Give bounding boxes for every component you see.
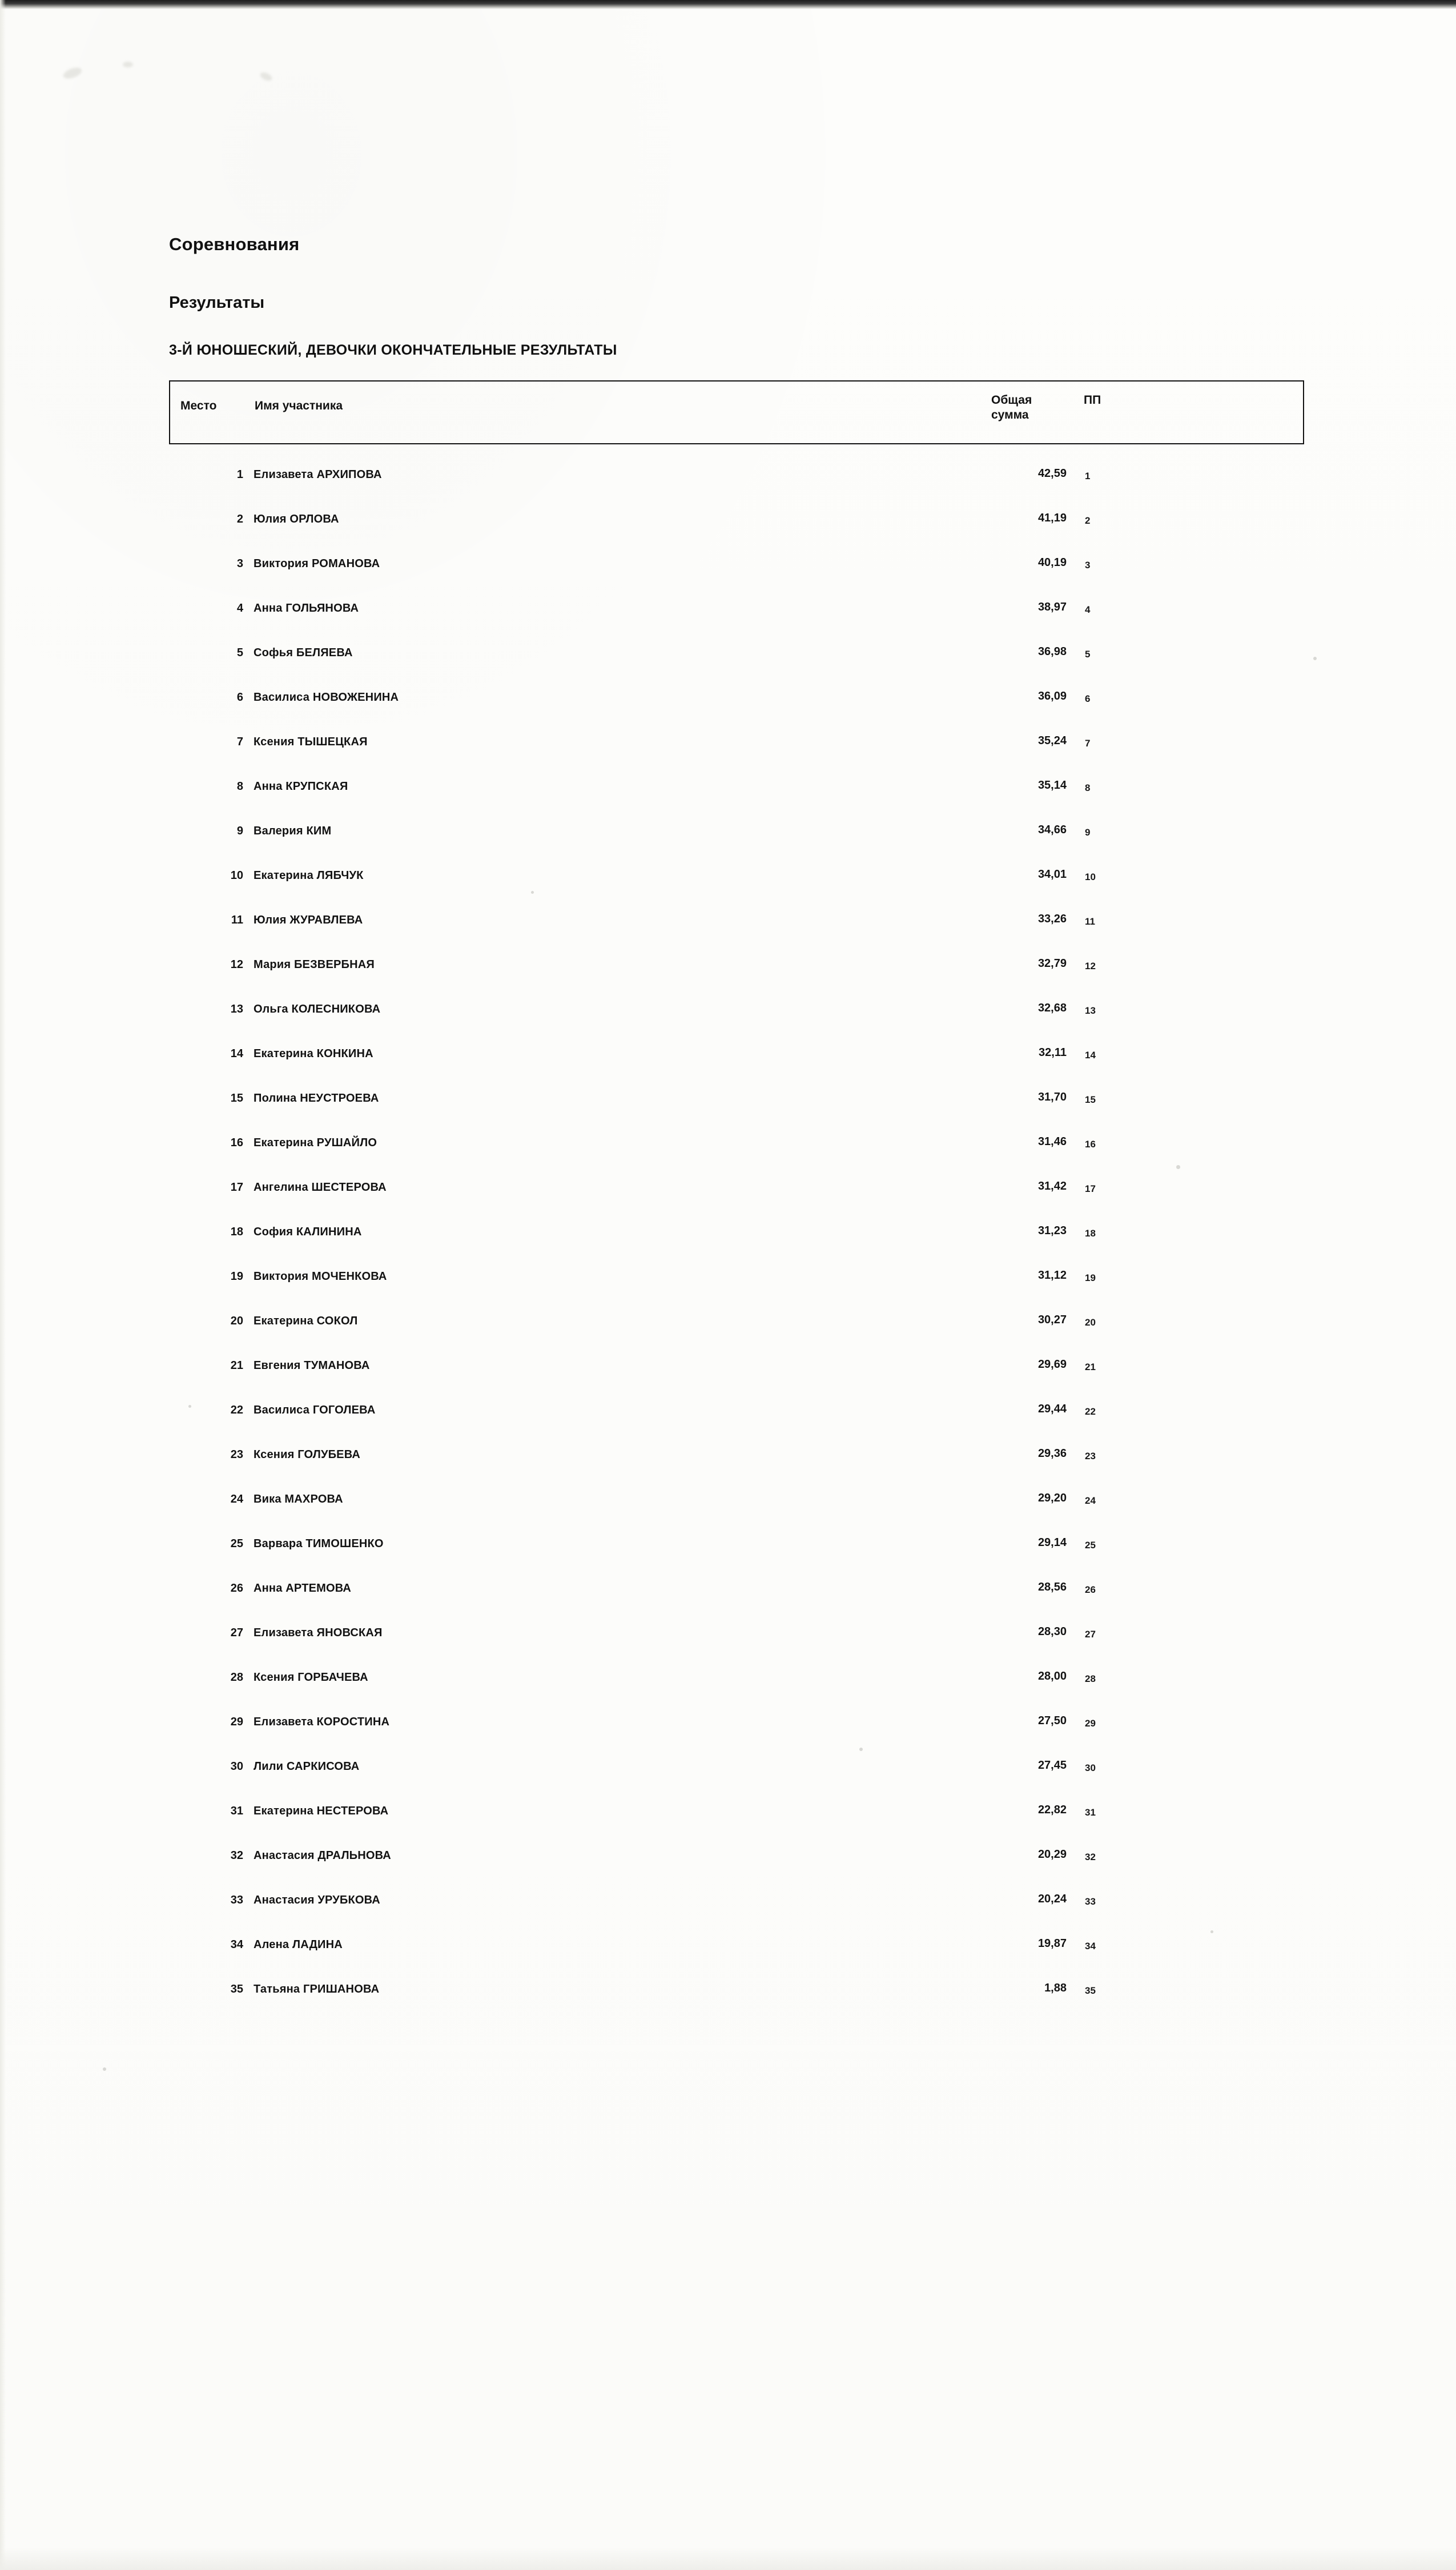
cell-total-score: 34,66 (1037, 824, 1067, 836)
scan-speck (103, 2067, 106, 2071)
table-row (169, 1573, 1304, 1617)
cell-pp: 12 (1085, 961, 1096, 971)
cell-pp: 25 (1085, 1540, 1096, 1551)
cell-total-score: 31,23 (1037, 1224, 1067, 1237)
cell-total-score: 28,00 (1037, 1670, 1067, 1682)
table-row (169, 1350, 1304, 1395)
cell-participant-name: Софья БЕЛЯЕВА (254, 646, 353, 659)
cell-place: 35 (230, 1983, 243, 1995)
cell-pp: 27 (1085, 1629, 1096, 1640)
cell-participant-name: Варвара ТИМОШЕНКО (254, 1537, 384, 1550)
cell-place: 28 (230, 1671, 243, 1684)
cell-pp: 23 (1085, 1451, 1096, 1461)
cell-pp: 9 (1085, 827, 1091, 838)
cell-place: 8 (236, 780, 243, 793)
cell-participant-name: Валерия КИМ (254, 825, 332, 837)
cell-place: 12 (230, 958, 243, 971)
document-content (169, 234, 1311, 2018)
scan-smudge (123, 62, 133, 67)
cell-participant-name: Василиса ГОГОЛЕВА (254, 1404, 376, 1416)
table-row (169, 1306, 1304, 1350)
scan-speck (1313, 657, 1317, 660)
cell-total-score: 38,97 (1037, 601, 1067, 613)
cell-pp: 5 (1085, 649, 1091, 660)
cell-place: 9 (236, 825, 243, 837)
cell-pp: 26 (1085, 1584, 1096, 1595)
cell-total-score: 29,69 (1037, 1358, 1067, 1371)
table-row (169, 1127, 1304, 1172)
cell-total-score: 35,24 (1037, 734, 1067, 747)
cell-total-score: 28,30 (1037, 1625, 1067, 1638)
cell-pp: 20 (1085, 1317, 1096, 1328)
cell-total-score: 31,70 (1037, 1091, 1067, 1103)
column-header-place: Место (180, 399, 217, 412)
cell-participant-name: Екатерина ЛЯБЧУК (254, 869, 364, 882)
cell-place: 15 (230, 1092, 243, 1105)
table-row (169, 1840, 1304, 1885)
cell-total-score: 41,19 (1037, 512, 1067, 524)
cell-total-score: 28,56 (1037, 1581, 1067, 1593)
cell-total-score: 27,45 (1037, 1759, 1067, 1772)
cell-participant-name: Вика МАХРОВА (254, 1493, 343, 1505)
column-header-total: Общая сумма (991, 393, 1032, 422)
cell-pp: 2 (1085, 515, 1091, 526)
table-row (169, 816, 1304, 860)
table-row (169, 504, 1304, 548)
cell-pp: 33 (1085, 1896, 1096, 1907)
cell-total-score: 34,01 (1037, 868, 1067, 881)
cell-place: 17 (230, 1181, 243, 1194)
cell-place: 22 (230, 1404, 243, 1416)
cell-participant-name: Екатерина СОКОЛ (254, 1315, 358, 1327)
cell-total-score: 22,82 (1037, 1804, 1067, 1816)
cell-participant-name: Елизавета КОРОСТИНА (254, 1716, 390, 1728)
cell-participant-name: Елизавета АРХИПОВА (254, 468, 382, 481)
table-row (169, 1216, 1304, 1261)
table-row (169, 1751, 1304, 1796)
cell-place: 26 (230, 1582, 243, 1595)
table-row (169, 1439, 1304, 1484)
cell-place: 32 (230, 1849, 243, 1862)
cell-participant-name: Екатерина РУШАЙЛО (254, 1137, 377, 1149)
cell-participant-name: Татьяна ГРИШАНОВА (254, 1983, 380, 1995)
cell-total-score: 40,19 (1037, 556, 1067, 569)
cell-place: 13 (230, 1003, 243, 1015)
cell-total-score: 32,68 (1037, 1002, 1067, 1014)
cell-pp: 34 (1085, 1941, 1096, 1951)
cell-pp: 17 (1085, 1183, 1096, 1194)
cell-place: 30 (230, 1760, 243, 1773)
cell-participant-name: Екатерина НЕСТЕРОВА (254, 1805, 389, 1817)
event-heading: 3-Й ЮНОШЕСКИЙ, ДЕВОЧКИ ОКОНЧАТЕЛЬНЫЕ РЕЗУЛЬТАТЫ (169, 342, 617, 358)
results-table-header (169, 380, 1304, 444)
cell-place: 21 (230, 1359, 243, 1372)
cell-participant-name: Анастасия УРУБКОВА (254, 1894, 380, 1906)
cell-place: 33 (230, 1894, 243, 1906)
table-row (169, 994, 1304, 1038)
cell-pp: 31 (1085, 1807, 1096, 1818)
cell-place: 2 (236, 513, 243, 525)
table-row (169, 1662, 1304, 1706)
cell-place: 23 (230, 1448, 243, 1461)
cell-total-score: 36,09 (1037, 690, 1067, 702)
cell-pp: 21 (1085, 1362, 1096, 1372)
cell-pp: 24 (1085, 1495, 1096, 1506)
table-row (169, 1083, 1304, 1127)
cell-place: 24 (230, 1493, 243, 1505)
cell-participant-name: Ангелина ШЕСТЕРОВА (254, 1181, 387, 1194)
cell-pp: 6 (1085, 693, 1091, 704)
table-row (169, 1706, 1304, 1751)
cell-participant-name: Мария БЕЗВЕРБНАЯ (254, 958, 375, 971)
cell-pp: 15 (1085, 1094, 1096, 1105)
cell-participant-name: Виктория РОМАНОВА (254, 557, 380, 570)
table-row (169, 637, 1304, 682)
scan-edge-left (0, 0, 6, 2570)
cell-participant-name: Алена ЛАДИНА (254, 1938, 343, 1951)
cell-participant-name: Анна АРТЕМОВА (254, 1582, 352, 1595)
cell-participant-name: Ксения ГОРБАЧЕВА (254, 1671, 368, 1684)
cell-total-score: 31,12 (1037, 1269, 1067, 1282)
cell-participant-name: Полина НЕУСТРОЕВА (254, 1092, 379, 1105)
column-header-name: Имя участника (255, 399, 343, 412)
table-row (169, 1617, 1304, 1662)
cell-pp: 18 (1085, 1228, 1096, 1239)
cell-pp: 4 (1085, 604, 1091, 615)
cell-place: 34 (230, 1938, 243, 1951)
cell-participant-name: Ольга КОЛЕСНИКОВА (254, 1003, 381, 1015)
cell-total-score: 31,42 (1037, 1180, 1067, 1192)
cell-total-score: 29,20 (1037, 1492, 1067, 1504)
cell-total-score: 33,26 (1037, 913, 1067, 925)
table-row (169, 1484, 1304, 1528)
cell-total-score: 35,14 (1037, 779, 1067, 792)
scan-edge-bottom (0, 2547, 1456, 2570)
cell-participant-name: Анастасия ДРАЛЬНОВА (254, 1849, 391, 1862)
cell-participant-name: Елизавета ЯНОВСКАЯ (254, 1627, 383, 1639)
cell-pp: 10 (1085, 872, 1096, 882)
cell-participant-name: София КАЛИНИНА (254, 1226, 362, 1238)
cell-total-score: 27,50 (1037, 1714, 1067, 1727)
table-row (169, 1395, 1304, 1439)
cell-participant-name: Ксения ГОЛУБЕВА (254, 1448, 361, 1461)
cell-participant-name: Юлия ОРЛОВА (254, 513, 339, 525)
cell-place: 1 (236, 468, 243, 481)
cell-place: 11 (231, 914, 243, 926)
cell-place: 18 (230, 1226, 243, 1238)
scan-smudge (62, 66, 83, 81)
table-row (169, 682, 1304, 726)
table-row (169, 1038, 1304, 1083)
cell-pp: 1 (1085, 471, 1091, 481)
cell-total-score: 29,14 (1037, 1536, 1067, 1549)
cell-participant-name: Анна ГОЛЬЯНОВА (254, 602, 359, 615)
table-row (169, 593, 1304, 637)
table-row (169, 1172, 1304, 1216)
table-row (169, 459, 1304, 504)
table-row (169, 1796, 1304, 1840)
cell-place: 25 (230, 1537, 243, 1550)
cell-total-score: 20,24 (1037, 1893, 1067, 1905)
cell-pp: 3 (1085, 560, 1091, 571)
cell-place: 4 (236, 602, 243, 615)
cell-total-score: 42,59 (1037, 467, 1067, 480)
cell-total-score: 32,79 (1037, 957, 1067, 970)
table-row (169, 1929, 1304, 1974)
table-row (169, 1528, 1304, 1573)
cell-total-score: 29,44 (1037, 1403, 1067, 1415)
cell-participant-name: Анна КРУПСКАЯ (254, 780, 348, 793)
cell-total-score: 29,36 (1037, 1447, 1067, 1460)
cell-place: 27 (230, 1627, 243, 1639)
scan-edge-top (0, 0, 1456, 9)
cell-pp: 19 (1085, 1272, 1096, 1283)
cell-pp: 32 (1085, 1852, 1096, 1862)
table-row (169, 860, 1304, 905)
cell-pp: 28 (1085, 1673, 1096, 1684)
cell-total-score: 32,11 (1039, 1046, 1067, 1059)
cell-place: 5 (236, 646, 243, 659)
cell-place: 31 (230, 1805, 243, 1817)
page-title: Соревнования (169, 234, 300, 254)
scan-smudge (259, 71, 273, 82)
cell-participant-name: Евгения ТУМАНОВА (254, 1359, 370, 1372)
cell-pp: 22 (1085, 1406, 1096, 1417)
table-row (169, 1261, 1304, 1306)
cell-total-score: 36,98 (1037, 645, 1067, 658)
column-header-pp: ПП (1084, 393, 1101, 407)
cell-pp: 13 (1085, 1005, 1096, 1016)
table-row (169, 1974, 1304, 2018)
table-row (169, 1885, 1304, 1929)
cell-participant-name: Виктория МОЧЕНКОВА (254, 1270, 387, 1283)
cell-place: 16 (230, 1137, 243, 1149)
cell-total-score: 31,46 (1037, 1135, 1067, 1148)
table-row (169, 905, 1304, 949)
cell-pp: 11 (1085, 916, 1095, 927)
cell-place: 7 (236, 736, 243, 748)
table-row (169, 548, 1304, 593)
table-row (169, 726, 1304, 771)
table-row (169, 771, 1304, 816)
cell-total-score: 1,88 (1044, 1982, 1067, 1994)
cell-place: 19 (230, 1270, 243, 1283)
cell-pp: 16 (1085, 1139, 1096, 1150)
cell-place: 6 (236, 691, 243, 704)
cell-participant-name: Юлия ЖУРАВЛЕВА (254, 914, 363, 926)
cell-pp: 30 (1085, 1762, 1096, 1773)
cell-place: 20 (230, 1315, 243, 1327)
cell-pp: 8 (1085, 782, 1091, 793)
cell-pp: 35 (1085, 1985, 1096, 1996)
table-row (169, 949, 1304, 994)
results-subtitle: Результаты (169, 294, 265, 312)
cell-participant-name: Лили САРКИСОВА (254, 1760, 360, 1773)
cell-pp: 29 (1085, 1718, 1096, 1729)
cell-pp: 14 (1085, 1050, 1096, 1061)
cell-participant-name: Василиса НОВОЖЕНИНА (254, 691, 399, 704)
results-table-body (169, 459, 1304, 2018)
cell-participant-name: Екатерина КОНКИНА (254, 1047, 373, 1060)
cell-place: 29 (230, 1716, 243, 1728)
cell-total-score: 30,27 (1037, 1314, 1067, 1326)
cell-total-score: 19,87 (1037, 1937, 1067, 1950)
cell-total-score: 20,29 (1037, 1848, 1067, 1861)
cell-place: 3 (236, 557, 243, 570)
cell-participant-name: Ксения ТЫШЕЦКАЯ (254, 736, 368, 748)
cell-place: 10 (230, 869, 243, 882)
cell-place: 14 (230, 1047, 243, 1060)
cell-pp: 7 (1085, 738, 1091, 749)
